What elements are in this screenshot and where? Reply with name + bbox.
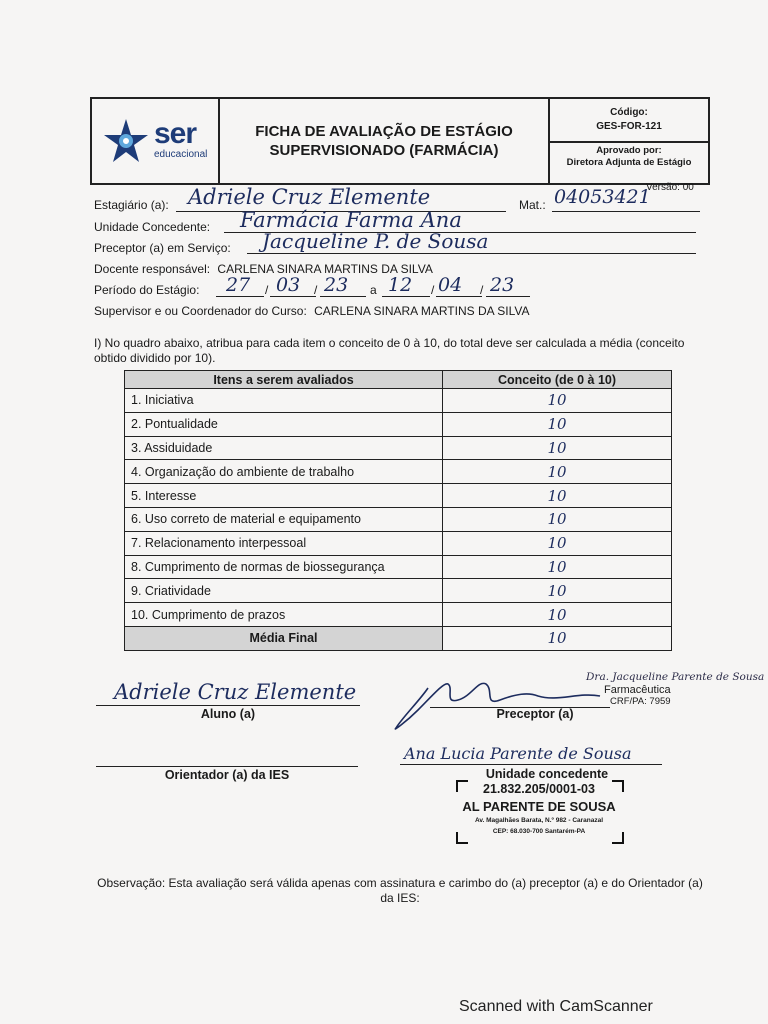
student-label: Aluno (a) xyxy=(200,707,256,721)
final-row xyxy=(125,626,672,650)
col-score-header: Conceito (de 0 à 10) xyxy=(443,371,672,389)
title-line-2: SUPERVISIONADO (FARMÁCIA) xyxy=(269,142,499,159)
mat-label: Mat.: xyxy=(519,198,546,212)
supervisor-row xyxy=(94,304,530,318)
teacher-label: Docente responsável: xyxy=(94,262,211,276)
preceptor-stamp-name: Dra. Jacqueline Parente de Sousa xyxy=(586,671,765,683)
item-label: 4. Organização do ambiente de trabalho xyxy=(125,460,443,484)
end-day-line xyxy=(382,296,430,297)
ser-star-icon xyxy=(100,117,152,165)
final-score: 10 xyxy=(443,626,672,650)
final-label: Média Final xyxy=(125,626,443,650)
unit-label: Unidade concedente xyxy=(485,767,609,781)
stamp-address: Av. Magalhães Barata, N.º 982 - Caranazal xyxy=(474,817,604,824)
table-row xyxy=(125,507,672,531)
start-month-line xyxy=(270,296,316,297)
start-day-line xyxy=(216,296,264,297)
end-month: 04 xyxy=(438,274,463,296)
item-label: 8. Cumprimento de normas de biossegurança xyxy=(125,555,443,579)
approved-value: Diretora Adjunta de Estágio xyxy=(566,157,692,168)
item-score: 10 xyxy=(443,507,672,531)
item-score: 10 xyxy=(443,555,672,579)
supervisor-value: CARLENA SINARA MARTINS DA SILVA xyxy=(314,304,530,318)
observation: Observação: Esta avaliação será válida apenas com assinatura e carimbo do (a) preceptor (a) e do Orientador (a) da IES: xyxy=(97,876,703,905)
table-row xyxy=(125,436,672,460)
period-label: Período do Estágio: xyxy=(94,283,200,297)
table-row xyxy=(125,389,672,413)
item-label: 7. Relacionamento interpessoal xyxy=(125,531,443,555)
table-row xyxy=(125,531,672,555)
form-title xyxy=(220,99,550,183)
evaluation-table xyxy=(124,370,672,651)
ser-logo xyxy=(92,99,220,183)
code-value: GES-FOR-121 xyxy=(596,121,662,132)
start-year-line xyxy=(320,296,366,297)
item-label: 2. Pontualidade xyxy=(125,412,443,436)
brand-subtitle: educacional xyxy=(154,149,208,160)
teacher-row xyxy=(94,262,433,276)
preceptor-stamp-crf: CRF/PA: 7959 xyxy=(610,696,671,707)
end-year: 23 xyxy=(490,274,515,296)
item-score: 10 xyxy=(443,484,672,508)
table-row xyxy=(125,460,672,484)
student-sig-line xyxy=(96,705,360,706)
slash-4: / xyxy=(480,283,484,297)
start-month: 03 xyxy=(276,274,301,296)
stamp-cep: CEP: 68.030-700 Santarém-PA xyxy=(492,828,586,835)
form-header xyxy=(90,97,710,185)
slash-1: / xyxy=(265,283,269,297)
approved-label: Aprovado por: xyxy=(596,145,662,156)
col-items-header: Itens a serem avaliados xyxy=(125,371,443,389)
instructions: I) No quadro abaixo, atribua para cada item o conceito de 0 à 10, do total deve ser calculada a média (conceito obtido dividido por 10). xyxy=(94,336,685,365)
item-label: 3. Assiduidade xyxy=(125,436,443,460)
brand-name: ser xyxy=(154,117,197,150)
slash-2: / xyxy=(314,283,318,297)
orientador-sig-line xyxy=(96,766,358,767)
unit-value: Farmácia Farma Ana xyxy=(240,208,462,232)
preceptor-value: Jacqueline P. de Sousa xyxy=(262,229,489,253)
item-label: 10. Cumprimento de prazos xyxy=(125,603,443,627)
preceptor-label: Preceptor (a) xyxy=(496,707,574,721)
item-score: 10 xyxy=(443,603,672,627)
intern-row xyxy=(94,198,169,212)
version-label: Versão: 00 xyxy=(646,182,694,193)
item-score: 10 xyxy=(443,412,672,436)
item-label: 9. Criatividade xyxy=(125,579,443,603)
end-month-line xyxy=(436,296,482,297)
table-row xyxy=(125,412,672,436)
item-score: 10 xyxy=(443,389,672,413)
title-line-1: FICHA DE AVALIAÇÃO DE ESTÁGIO xyxy=(255,123,513,140)
item-label: 5. Interesse xyxy=(125,484,443,508)
end-day: 12 xyxy=(388,274,413,296)
start-day: 27 xyxy=(226,274,251,296)
table-header-row xyxy=(125,371,672,389)
start-year: 23 xyxy=(324,274,349,296)
scanner-footer: Scanned with CamScanner xyxy=(459,998,653,1015)
table-row xyxy=(125,484,672,508)
intern-label: Estagiário (a): xyxy=(94,198,169,212)
item-score: 10 xyxy=(443,436,672,460)
student-signature: Adriele Cruz Elemente xyxy=(114,680,357,704)
form-meta xyxy=(550,99,708,183)
orientador-label: Orientador (a) da IES xyxy=(164,768,290,782)
end-year-line xyxy=(486,296,530,297)
item-score: 10 xyxy=(443,531,672,555)
item-label: 1. Iniciativa xyxy=(125,389,443,413)
item-score: 10 xyxy=(443,579,672,603)
stamp-company: AL PARENTE DE SOUSA xyxy=(462,799,616,814)
item-score: 10 xyxy=(443,460,672,484)
unit-sig-line xyxy=(400,764,662,765)
code-label: Código: xyxy=(610,107,648,118)
unit-signature: Ana Lucia Parente de Sousa xyxy=(404,744,632,763)
preceptor-signature xyxy=(388,670,608,732)
table-row xyxy=(125,603,672,627)
slash-3: / xyxy=(431,283,435,297)
stamp-cnpj: 21.832.205/0001-03 xyxy=(483,782,595,796)
mat-line xyxy=(552,211,700,212)
unit-label: Unidade Concedente: xyxy=(94,220,211,234)
supervisor-label: Supervisor e ou Coordenador do Curso: xyxy=(94,304,307,318)
mat-value: 04053421 xyxy=(554,186,651,208)
teacher-value: CARLENA SINARA MARTINS DA SILVA xyxy=(217,262,433,276)
intern-value: Adriele Cruz Elemente xyxy=(188,185,431,209)
period-a: a xyxy=(370,283,377,297)
preceptor-stamp-role: Farmacêutica xyxy=(604,684,671,696)
table-row xyxy=(125,579,672,603)
preceptor-label: Preceptor (a) em Serviço: xyxy=(94,241,231,255)
preceptor-line xyxy=(247,253,696,254)
table-row xyxy=(125,555,672,579)
item-label: 6. Uso correto de material e equipamento xyxy=(125,507,443,531)
